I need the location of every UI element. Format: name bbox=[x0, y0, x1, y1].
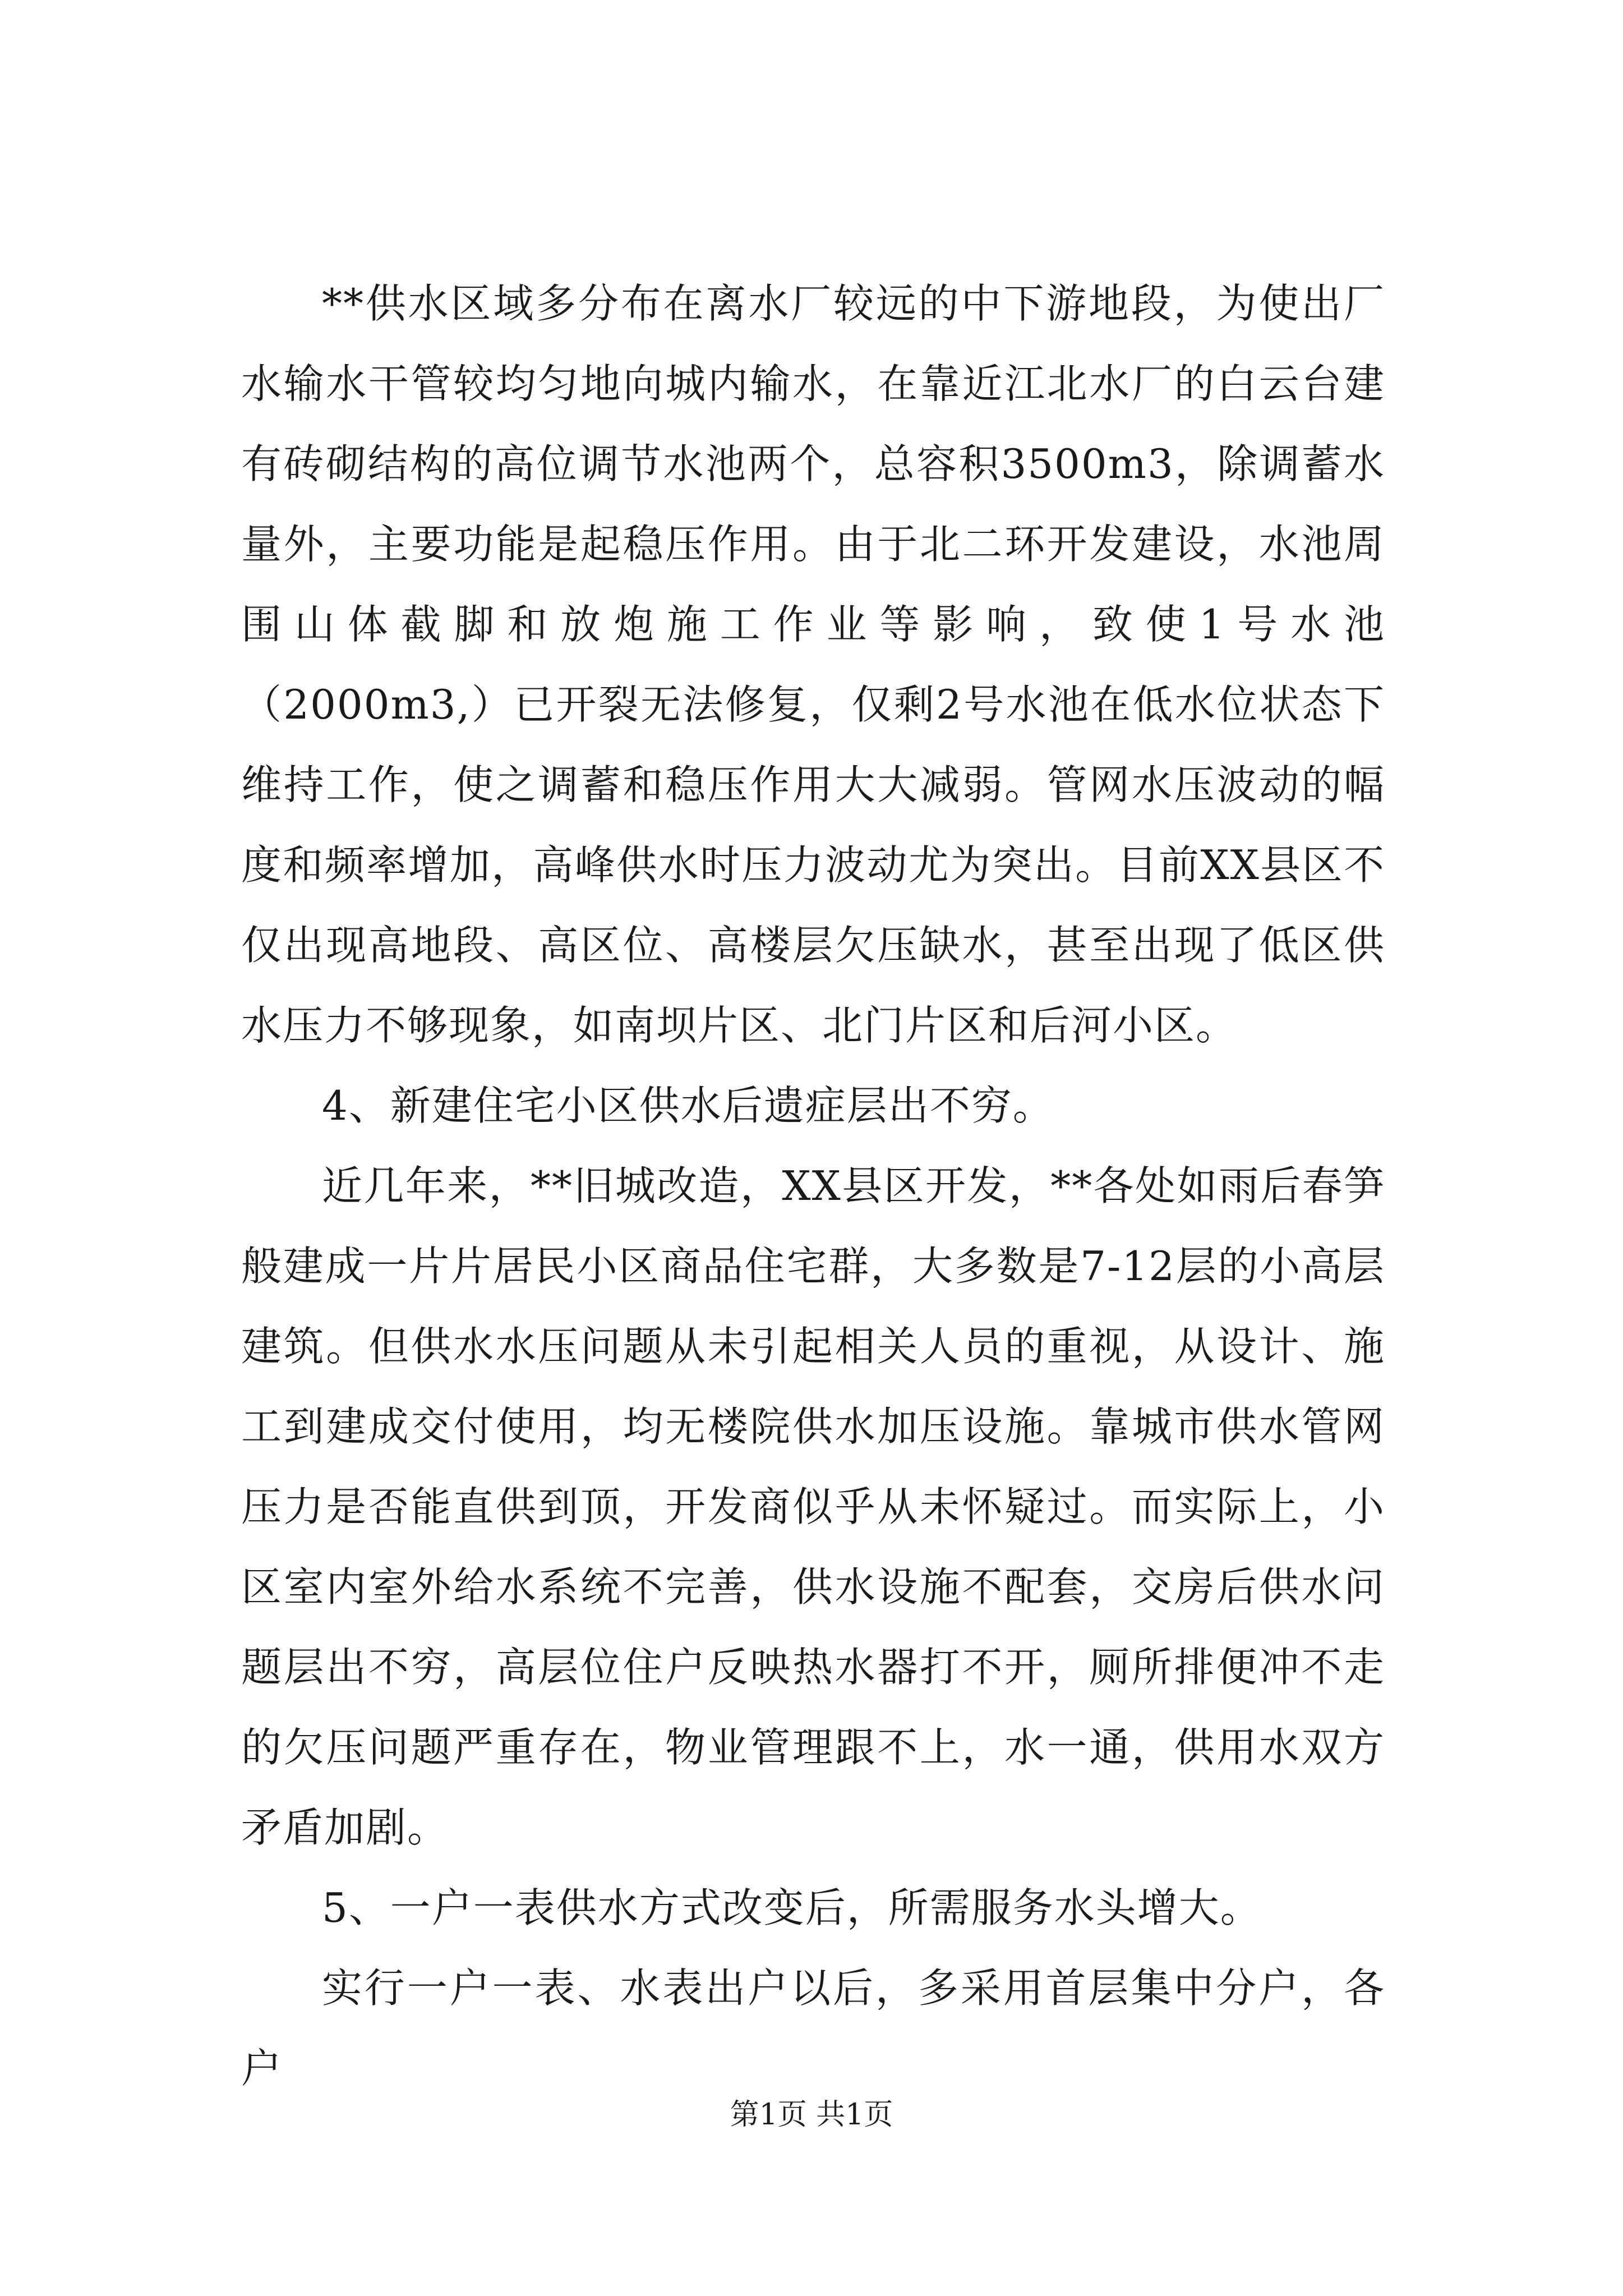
page-footer: 第1页 共1页 bbox=[730, 2098, 893, 2132]
heading-item-5: 5、一户一表供水方式改变后，所需服务水头增大。 bbox=[322, 1884, 1262, 1931]
paragraph-new-residential: 近几年来，**旧城改造，XX县区开发，**各处如雨后春笋般建成一片片居民小区商品住宅群，大多数是7-12层的小高层建筑。但供水水压问题从未引起相关人员的重视，从设计、施工到建成交付使用，均无楼院供水加压设施。靠城市供水管网压力是否能直供到顶，开发商似乎从未怀疑过。而实际上，小区室内室外给水系统不完善，供水设施不配套，交房后供水问题层出不穷，高层位住户反映热水器打不开，厕所排便冲不走的欠压问题严重存在，物业管理跟不上，水一通，供用水双方矛盾加剧。 bbox=[241, 1162, 1385, 1851]
document-body bbox=[241, 264, 1385, 2109]
paragraph-water-supply-area: **供水区域多分布在离水厂较远的中下游地段，为使出厂水输水干管较均匀地向城内输水，在靠近江北水厂的白云台建有砖砌结构的高位调节水池两个，总容积3500m3，除调蓄水量外，主要功能是起稳压作用。由于北二环开发建设，水池周围山体截脚和放炮施工作业等影响，致使1号水池（2000m3,）已开裂无法修复，仅剩2号水池在低水位状态下维持工作，使之调蓄和稳压作用大大减弱。管网水压波动的幅度和频率增加，高峰供水时压力波动尤为突出。目前XX县区不仅出现高地段、高区位、高楼层欠压缺水，甚至出现了低区供水压力不够现象，如南坝片区、北门片区和后河小区。 bbox=[241, 280, 1385, 1049]
heading-item-4: 4、新建住宅小区供水后遗症层出不穷。 bbox=[322, 1082, 1054, 1129]
paragraph-one-meter-per-household: 实行一户一表、水表出户以后，多采用首层集中分户，各户 bbox=[241, 1964, 1385, 2092]
